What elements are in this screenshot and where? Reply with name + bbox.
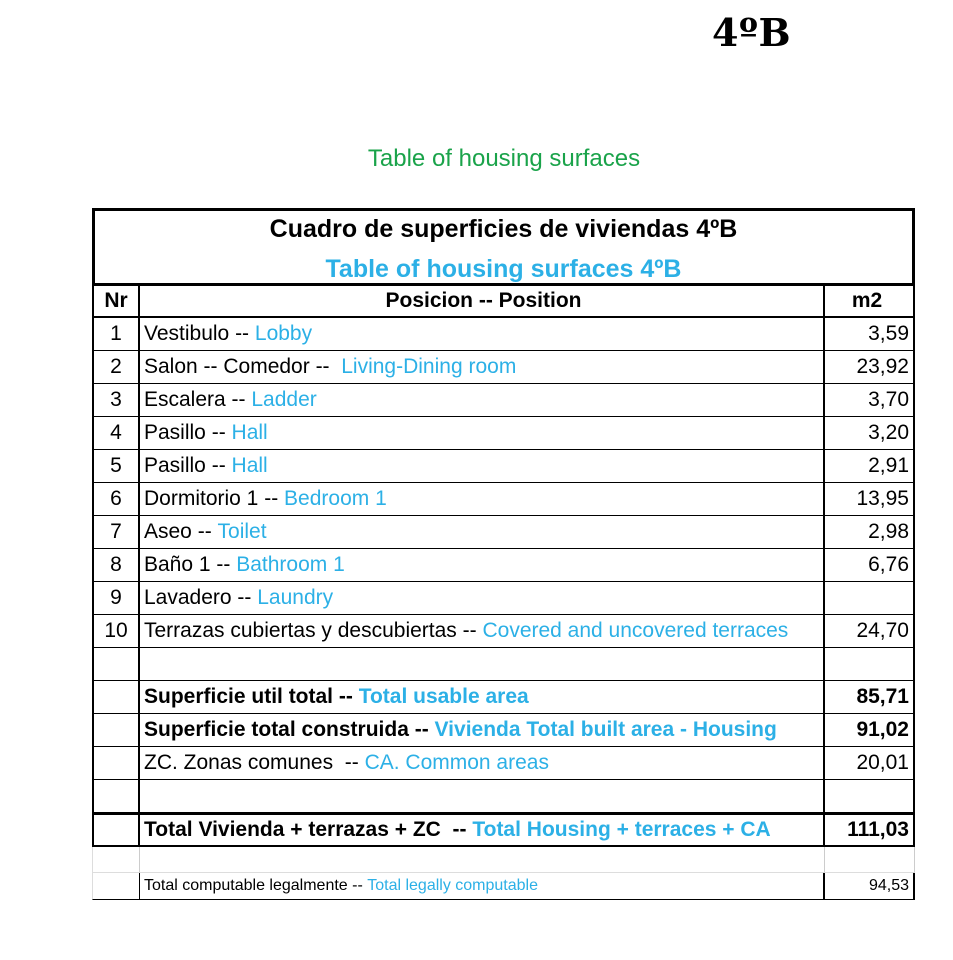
row-number: 3	[92, 384, 140, 417]
table-row	[92, 417, 915, 450]
table-row	[92, 450, 915, 483]
position-spanish: Terrazas cubiertas y descubiertas --	[144, 619, 483, 642]
position-english: Living-Dining room	[341, 355, 517, 378]
row-number	[92, 780, 140, 813]
row-position	[140, 648, 825, 681]
row-number	[92, 847, 140, 873]
position-english: Total usable area	[358, 685, 529, 708]
row-m2: 2,91	[825, 450, 915, 483]
position-english: Ladder	[251, 388, 317, 411]
row-number	[92, 714, 140, 747]
table-row-empty	[92, 648, 915, 681]
row-number	[92, 813, 140, 847]
position-english: Lobby	[254, 322, 313, 345]
row-position	[140, 549, 825, 582]
row-number: 10	[92, 615, 140, 648]
document-subtitle: Table of housing surfaces	[367, 145, 641, 172]
row-position	[140, 384, 825, 417]
row-m2: 20,01	[825, 747, 915, 780]
row-number: 5	[92, 450, 140, 483]
row-position	[140, 847, 825, 873]
position-spanish: Superficie total construida --	[144, 718, 435, 741]
row-position	[140, 318, 825, 351]
row-m2: 91,02	[825, 714, 915, 747]
table-row	[92, 384, 915, 417]
legal-total-row	[92, 873, 915, 900]
position-english: Vivienda Total built area - Housing	[434, 718, 777, 741]
row-m2: 111,03	[825, 813, 915, 847]
row-position	[140, 582, 825, 615]
table-row	[92, 615, 915, 648]
row-number: 6	[92, 483, 140, 516]
grand-total-row	[92, 813, 915, 847]
row-m2	[825, 582, 915, 615]
row-m2: 3,20	[825, 417, 915, 450]
row-m2: 85,71	[825, 681, 915, 714]
row-position	[140, 351, 825, 384]
row-m2: 13,95	[825, 483, 915, 516]
row-m2: 24,70	[825, 615, 915, 648]
position-spanish: Total Vivienda + terrazas + ZC --	[144, 818, 473, 841]
totals-row	[92, 714, 915, 747]
row-number: 9	[92, 582, 140, 615]
row-position	[140, 516, 825, 549]
position-english: Total Housing + terraces + CA	[472, 818, 771, 841]
row-m2: 94,53	[825, 873, 915, 900]
position-english: Hall	[231, 421, 268, 444]
table-row	[92, 516, 915, 549]
row-position	[140, 780, 825, 813]
position-english: Covered and uncovered terraces	[482, 619, 789, 642]
row-position	[140, 417, 825, 450]
position-english: Hall	[231, 454, 268, 477]
col-header-position: Posicion -- Position	[140, 286, 825, 318]
row-position	[140, 873, 825, 900]
col-header-m2: m2	[825, 286, 915, 318]
document-title: 4ºB	[712, 10, 792, 55]
row-m2: 3,70	[825, 384, 915, 417]
position-spanish: Baño 1 --	[144, 553, 237, 576]
row-number: 1	[92, 318, 140, 351]
row-position	[140, 483, 825, 516]
position-spanish: Total computable legalmente --	[144, 877, 368, 894]
position-spanish: Lavadero --	[144, 586, 258, 609]
row-position	[140, 681, 825, 714]
table-row	[92, 483, 915, 516]
position-spanish: Dormitorio 1 --	[144, 487, 285, 510]
position-english: Bedroom 1	[284, 487, 387, 510]
table-row-empty	[92, 780, 915, 813]
position-english: CA. Common areas	[364, 751, 549, 774]
row-number: 4	[92, 417, 140, 450]
row-m2	[825, 847, 915, 873]
position-spanish: Pasillo --	[144, 454, 232, 477]
position-spanish: Superficie util total --	[144, 685, 359, 708]
totals-row	[92, 681, 915, 714]
totals-row	[92, 747, 915, 780]
column-header-row	[92, 286, 915, 318]
table-row	[92, 318, 915, 351]
col-header-nr: Nr	[92, 286, 140, 318]
row-number	[92, 747, 140, 780]
row-m2: 23,92	[825, 351, 915, 384]
row-m2: 3,59	[825, 318, 915, 351]
row-position	[140, 747, 825, 780]
row-m2	[825, 780, 915, 813]
position-english: Bathroom 1	[236, 553, 345, 576]
position-spanish: Vestibulo --	[144, 322, 255, 345]
table-row	[92, 582, 915, 615]
row-position	[140, 714, 825, 747]
position-spanish: Salon -- Comedor --	[144, 355, 342, 378]
position-english: Toilet	[217, 520, 267, 543]
position-spanish: Aseo --	[144, 520, 218, 543]
row-m2: 6,76	[825, 549, 915, 582]
table-header	[92, 208, 915, 286]
row-number	[92, 681, 140, 714]
row-position	[140, 450, 825, 483]
row-m2: 2,98	[825, 516, 915, 549]
spacer-row	[92, 847, 915, 873]
row-number: 7	[92, 516, 140, 549]
position-spanish: Escalera --	[144, 388, 252, 411]
table-title-en: Table of housing surfaces 4ºB	[325, 255, 682, 283]
row-position	[140, 813, 825, 847]
position-english: Laundry	[257, 586, 334, 609]
table-title-es: Cuadro de superficies de viviendas 4ºB	[269, 215, 738, 243]
position-spanish: ZC. Zonas comunes --	[144, 751, 365, 774]
row-number: 2	[92, 351, 140, 384]
row-m2	[825, 648, 915, 681]
table-row	[92, 549, 915, 582]
position-english: Total legally computable	[367, 877, 538, 894]
row-number	[92, 648, 140, 681]
row-number	[92, 873, 140, 900]
position-spanish: Pasillo --	[144, 421, 232, 444]
row-number: 8	[92, 549, 140, 582]
table-row	[92, 351, 915, 384]
row-position	[140, 615, 825, 648]
